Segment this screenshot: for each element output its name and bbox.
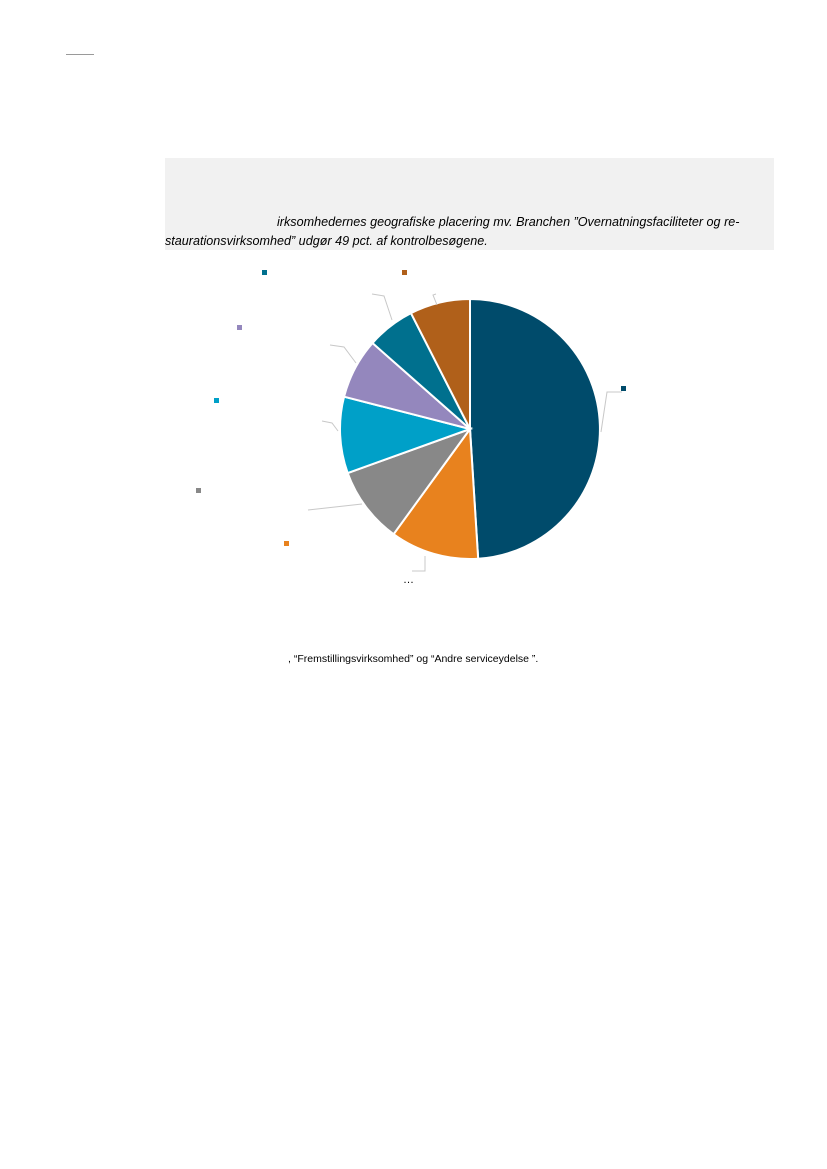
pie-slice-1 — [470, 299, 600, 559]
chart-note: , “Fremstillingsvirksomhed” og “Andre serviceydelse ”. — [288, 653, 539, 665]
leader-line — [308, 504, 362, 510]
legend-marker — [402, 270, 407, 275]
legend-marker — [196, 488, 201, 493]
leader-line — [330, 345, 356, 363]
data-label-ellipsis: … — [403, 574, 414, 586]
leader-line — [412, 556, 425, 571]
pie-slices — [340, 299, 600, 559]
legend-marker — [214, 398, 219, 403]
leader-line — [322, 421, 338, 431]
legend-marker — [237, 325, 242, 330]
legend-marker — [284, 541, 289, 546]
legend-marker — [621, 386, 626, 391]
leader-line — [601, 392, 622, 432]
legend-marker — [262, 270, 267, 275]
caption-line-2: staurationsvirksomhed” udgør 49 pct. af kontrolbesøgene. — [165, 234, 488, 248]
caption-line-1: irksomhedernes geografiske placering mv. Branchen ”Overnatningsfaciliteter og re- — [277, 215, 740, 229]
leader-line — [372, 294, 392, 320]
